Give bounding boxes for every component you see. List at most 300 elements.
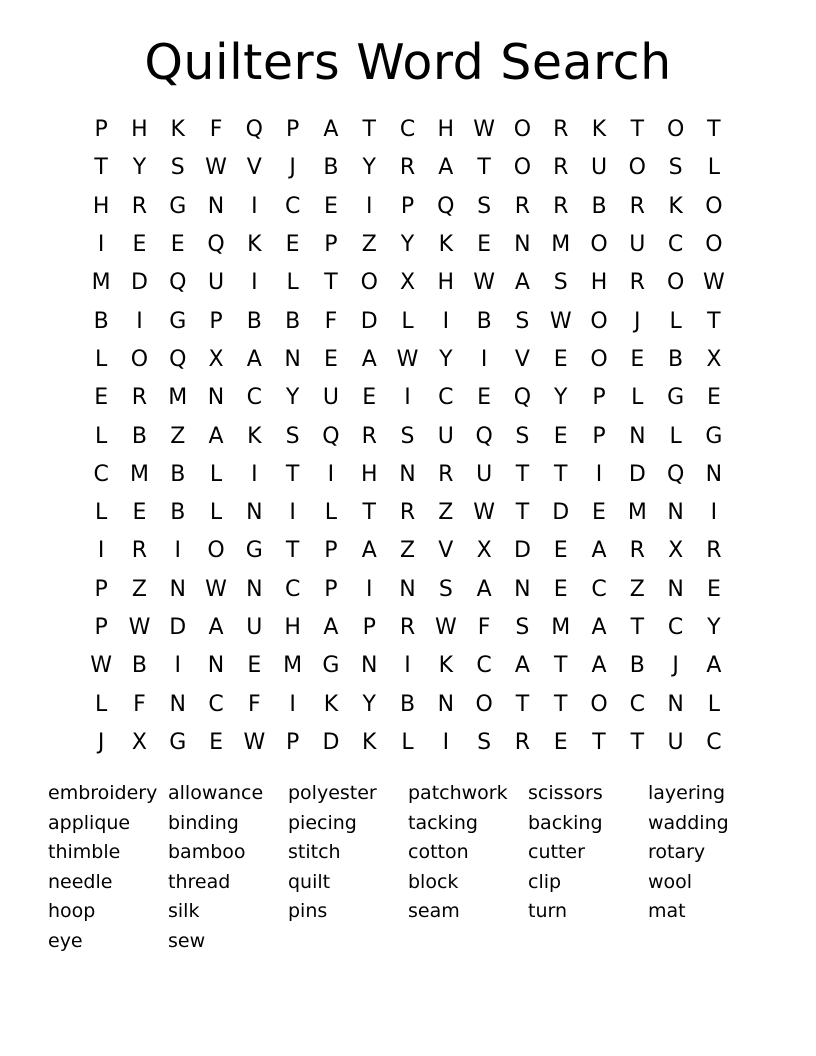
grid-letter: O bbox=[705, 193, 723, 219]
grid-letter: X bbox=[399, 270, 416, 296]
grid-letter: L bbox=[669, 423, 682, 449]
grid-letter: L bbox=[324, 500, 338, 526]
grid-letter: A bbox=[706, 653, 722, 679]
grid-letter: R bbox=[399, 615, 416, 640]
grid-letter: W bbox=[473, 117, 495, 143]
grid-letter: R bbox=[514, 193, 531, 219]
grid-letter: I bbox=[289, 691, 296, 717]
grid-letter: A bbox=[246, 346, 262, 372]
page-title: Quilters Word Search bbox=[144, 34, 672, 91]
grid-letter: E bbox=[706, 576, 721, 602]
grid-letter: W bbox=[473, 500, 495, 526]
grid-letter: E bbox=[247, 653, 262, 679]
grid-letter: R bbox=[629, 193, 645, 219]
grid-letter: A bbox=[208, 423, 224, 449]
grid-letter: Z bbox=[629, 576, 645, 602]
grid-letter: N bbox=[207, 653, 225, 679]
grid-letter: T bbox=[553, 691, 568, 717]
grid-letter: I bbox=[327, 461, 335, 487]
grid-letter: W bbox=[205, 155, 227, 181]
grid-letter: T bbox=[707, 117, 721, 143]
grid-letter: F bbox=[248, 691, 261, 717]
grid-letter: A bbox=[514, 270, 530, 296]
grid-letter: Y bbox=[553, 385, 568, 411]
grid-letter: N bbox=[667, 500, 684, 526]
word-list-item: cutter bbox=[528, 841, 585, 864]
grid-letter: T bbox=[285, 538, 300, 564]
grid-letter: P bbox=[209, 308, 223, 334]
grid-letter: Q bbox=[666, 461, 685, 487]
grid-letter: S bbox=[515, 308, 530, 334]
grid-letter: M bbox=[551, 615, 571, 640]
grid-letter: O bbox=[207, 538, 225, 564]
grid-letter: Y bbox=[439, 346, 453, 372]
grid-letter: M bbox=[627, 500, 647, 526]
grid-letter: H bbox=[437, 270, 455, 296]
grid-letter: A bbox=[438, 155, 454, 181]
word-list-item: hoop bbox=[48, 900, 96, 923]
grid-letter: P bbox=[362, 615, 376, 640]
grid-letter: U bbox=[629, 232, 646, 258]
grid-letter: L bbox=[209, 500, 223, 526]
word-list-item: scissors bbox=[528, 782, 603, 804]
grid-letter: N bbox=[169, 691, 186, 717]
grid-letter: T bbox=[324, 270, 338, 296]
grid-letter: M bbox=[91, 270, 111, 296]
grid-letter: T bbox=[515, 461, 530, 487]
grid-letter: M bbox=[168, 385, 188, 411]
grid-letter: B bbox=[591, 193, 607, 219]
grid-letter: X bbox=[706, 346, 722, 372]
grid-letter: E bbox=[323, 193, 338, 219]
grid-letter: O bbox=[513, 117, 532, 143]
grid-letter: I bbox=[174, 653, 181, 679]
grid-letter: J bbox=[289, 155, 296, 181]
grid-letter: G bbox=[169, 308, 187, 334]
word-list-item: needle bbox=[48, 870, 113, 893]
grid-letter: E bbox=[553, 729, 568, 755]
word-list-item: wadding bbox=[648, 811, 729, 834]
grid-letter: E bbox=[477, 385, 492, 411]
grid-letter: B bbox=[170, 500, 186, 526]
grid-letter: H bbox=[590, 270, 608, 296]
word-list-item: backing bbox=[528, 811, 603, 834]
grid-letter: P bbox=[324, 538, 338, 564]
grid-letter: M bbox=[551, 232, 571, 258]
grid-letter: K bbox=[170, 117, 185, 143]
grid-letter: L bbox=[669, 308, 682, 334]
grid-letter: E bbox=[477, 232, 492, 258]
grid-letter: B bbox=[476, 308, 492, 334]
grid-letter: W bbox=[205, 576, 227, 602]
grid-letter: P bbox=[400, 193, 415, 219]
grid-letter: R bbox=[629, 270, 645, 296]
grid-letter: R bbox=[131, 193, 148, 219]
grid-letter: L bbox=[286, 270, 299, 296]
grid-letter: C bbox=[246, 385, 263, 411]
grid-letter: I bbox=[710, 500, 718, 526]
grid-letter: O bbox=[705, 232, 723, 258]
grid-letter: O bbox=[360, 270, 378, 296]
grid-letter: J bbox=[672, 653, 679, 679]
letter-grid bbox=[82, 111, 733, 762]
grid-letter: L bbox=[95, 691, 108, 717]
grid-letter: S bbox=[668, 155, 683, 181]
grid-letter: N bbox=[169, 576, 186, 602]
word-list-item: piecing bbox=[288, 811, 357, 834]
grid-letter: U bbox=[476, 461, 493, 487]
word-list-item: bamboo bbox=[168, 841, 246, 864]
grid-letter: T bbox=[515, 500, 530, 526]
grid-letter: E bbox=[132, 232, 147, 258]
word-list-item: thimble bbox=[48, 841, 121, 864]
word-list-item: pins bbox=[288, 900, 328, 923]
grid-letter: I bbox=[97, 232, 105, 258]
grid-letter: Y bbox=[707, 615, 721, 640]
grid-letter: N bbox=[667, 576, 684, 602]
grid-letter: C bbox=[93, 461, 109, 487]
grid-letter: K bbox=[668, 193, 683, 219]
word-list-item: polyester bbox=[288, 782, 377, 804]
grid-letter: D bbox=[513, 538, 531, 564]
grid-letter: T bbox=[592, 729, 606, 755]
grid-letter: E bbox=[553, 576, 568, 602]
grid-letter: T bbox=[362, 117, 376, 143]
grid-letter: N bbox=[399, 576, 416, 602]
grid-letter: I bbox=[174, 538, 181, 564]
grid-letter: I bbox=[136, 308, 143, 334]
grid-letter: L bbox=[707, 691, 721, 717]
word-list-item: rotary bbox=[648, 841, 706, 864]
grid-letter: O bbox=[590, 691, 608, 717]
word-list-item: block bbox=[408, 870, 459, 893]
grid-letter: R bbox=[553, 117, 569, 143]
grid-letter: H bbox=[131, 117, 148, 143]
word-list-item: mat bbox=[648, 900, 686, 923]
grid-letter: E bbox=[209, 729, 223, 755]
grid-letter: H bbox=[437, 117, 455, 143]
word-list-item: binding bbox=[168, 811, 239, 834]
grid-letter: E bbox=[630, 346, 645, 372]
grid-letter: Z bbox=[170, 423, 186, 449]
grid-letter: E bbox=[553, 538, 568, 564]
grid-letter: F bbox=[133, 691, 146, 717]
grid-letter: W bbox=[549, 308, 572, 334]
grid-letter: R bbox=[361, 423, 377, 449]
grid-letter: E bbox=[170, 232, 185, 258]
grid-letter: M bbox=[129, 461, 149, 487]
grid-letter: L bbox=[631, 385, 644, 411]
grid-letter: T bbox=[477, 155, 491, 181]
grid-letter: I bbox=[251, 193, 258, 219]
grid-letter: E bbox=[132, 500, 147, 526]
grid-letter: D bbox=[628, 461, 646, 487]
word-list-item: allowance bbox=[168, 782, 264, 804]
grid-letter: F bbox=[209, 117, 223, 143]
grid-letter: G bbox=[667, 385, 685, 411]
word-list-item: wool bbox=[648, 870, 693, 893]
grid-letter: U bbox=[437, 423, 454, 449]
grid-letter: O bbox=[666, 117, 685, 143]
grid-letter: C bbox=[476, 653, 492, 679]
grid-letter: H bbox=[92, 193, 110, 219]
word-list-item: clip bbox=[528, 870, 562, 893]
grid-letter: T bbox=[630, 117, 645, 143]
grid-letter: R bbox=[629, 538, 645, 564]
grid-letter: T bbox=[630, 729, 645, 755]
grid-letter: T bbox=[362, 500, 376, 526]
grid-letter: N bbox=[667, 691, 684, 717]
grid-letter: K bbox=[247, 423, 262, 449]
grid-letter: Q bbox=[475, 423, 493, 449]
grid-letter: R bbox=[131, 538, 148, 564]
grid-letter: S bbox=[170, 155, 185, 181]
grid-letter: H bbox=[360, 461, 378, 487]
grid-letter: O bbox=[475, 691, 493, 717]
word-list-item: sew bbox=[168, 929, 206, 952]
grid-letter: O bbox=[513, 155, 532, 181]
word-list-item: stitch bbox=[288, 841, 341, 864]
grid-letter: Y bbox=[362, 155, 376, 181]
grid-letter: A bbox=[591, 615, 607, 640]
word-list-item: patchwork bbox=[408, 782, 508, 804]
grid-letter: S bbox=[438, 576, 453, 602]
grid-letter: I bbox=[404, 653, 411, 679]
grid-letter: Q bbox=[322, 423, 340, 449]
grid-letter: S bbox=[553, 270, 568, 296]
grid-letter: G bbox=[169, 193, 187, 219]
grid-letter: K bbox=[362, 729, 377, 755]
grid-letter: C bbox=[208, 691, 224, 717]
grid-letter: I bbox=[289, 500, 296, 526]
grid-letter: C bbox=[629, 691, 645, 717]
word-list-item: cotton bbox=[408, 841, 469, 864]
grid-letter: N bbox=[360, 653, 378, 679]
grid-letter: P bbox=[324, 576, 338, 602]
grid-letter: C bbox=[438, 385, 454, 411]
grid-letter: G bbox=[705, 423, 723, 449]
grid-letter: A bbox=[476, 576, 492, 602]
grid-letter: I bbox=[442, 729, 450, 755]
grid-letter: E bbox=[362, 385, 377, 411]
grid-letter: R bbox=[553, 155, 569, 181]
word-list-item: applique bbox=[48, 811, 131, 834]
word-list-item: tacking bbox=[408, 811, 478, 834]
grid-letter: G bbox=[322, 653, 340, 679]
grid-letter: L bbox=[95, 423, 108, 449]
grid-letter: S bbox=[477, 193, 492, 219]
grid-letter: S bbox=[477, 729, 492, 755]
grid-letter: A bbox=[323, 117, 339, 143]
grid-letter: O bbox=[590, 346, 608, 372]
grid-letter: B bbox=[246, 308, 262, 334]
grid-letter: G bbox=[169, 729, 187, 755]
grid-letter: A bbox=[323, 615, 339, 640]
grid-letter: T bbox=[285, 461, 300, 487]
grid-letter: Z bbox=[361, 232, 377, 258]
grid-letter: P bbox=[592, 423, 606, 449]
word-list-item: quilt bbox=[288, 870, 331, 893]
grid-letter: S bbox=[285, 423, 300, 449]
grid-letter: W bbox=[128, 615, 151, 640]
grid-letter: J bbox=[634, 308, 641, 334]
grid-letter: C bbox=[399, 117, 416, 143]
grid-letter: W bbox=[243, 729, 266, 755]
grid-letter: I bbox=[442, 308, 450, 334]
grid-letter: W bbox=[473, 270, 495, 296]
grid-letter: I bbox=[404, 385, 411, 411]
word-list-item: layering bbox=[648, 782, 726, 804]
grid-letter: B bbox=[323, 155, 339, 181]
grid-letter: L bbox=[95, 500, 108, 526]
grid-letter: B bbox=[93, 308, 109, 334]
grid-letter: C bbox=[284, 576, 301, 602]
grid-letter: B bbox=[629, 653, 645, 679]
grid-letter: X bbox=[668, 538, 684, 564]
grid-letter: T bbox=[553, 653, 568, 679]
grid-letter: T bbox=[707, 308, 721, 334]
grid-letter: P bbox=[94, 117, 108, 143]
grid-letter: Y bbox=[285, 385, 300, 411]
grid-letter: T bbox=[94, 155, 108, 181]
grid-letter: P bbox=[285, 117, 300, 143]
grid-letter: U bbox=[207, 270, 225, 296]
grid-letter: A bbox=[361, 538, 377, 564]
grid-letter: B bbox=[668, 346, 684, 372]
grid-letter: E bbox=[94, 385, 109, 411]
grid-letter: V bbox=[438, 538, 454, 564]
grid-letter: O bbox=[666, 270, 685, 296]
grid-letter: Z bbox=[438, 500, 454, 526]
grid-letter: L bbox=[401, 729, 414, 755]
grid-letter: Q bbox=[245, 117, 263, 143]
grid-letter: A bbox=[591, 653, 607, 679]
grid-letter: P bbox=[285, 729, 300, 755]
grid-letter: N bbox=[514, 576, 531, 602]
grid-letter: W bbox=[434, 615, 457, 640]
grid-letter: A bbox=[514, 653, 530, 679]
grid-letter: A bbox=[208, 615, 224, 640]
grid-letter: L bbox=[401, 308, 414, 334]
grid-letter: J bbox=[97, 729, 105, 755]
grid-letter: N bbox=[284, 346, 301, 372]
grid-letter: N bbox=[246, 576, 263, 602]
grid-letter: S bbox=[515, 423, 530, 449]
grid-letter: B bbox=[399, 691, 416, 717]
grid-letter: U bbox=[667, 729, 684, 755]
grid-letter: K bbox=[591, 117, 607, 143]
grid-letter: Q bbox=[207, 232, 225, 258]
grid-letter: D bbox=[169, 615, 187, 640]
grid-letter: L bbox=[707, 155, 721, 181]
grid-letter: E bbox=[592, 500, 606, 526]
grid-letter: K bbox=[247, 232, 262, 258]
grid-letter: D bbox=[322, 729, 340, 755]
grid-letter: D bbox=[360, 308, 378, 334]
grid-letter: W bbox=[396, 346, 419, 372]
grid-letter: K bbox=[438, 232, 454, 258]
grid-letter: R bbox=[514, 729, 531, 755]
grid-letter: U bbox=[590, 155, 608, 181]
grid-letter: W bbox=[703, 270, 725, 296]
grid-letter: D bbox=[130, 270, 148, 296]
grid-letter: P bbox=[94, 615, 108, 640]
grid-letter: Z bbox=[399, 538, 416, 564]
word-list-item: silk bbox=[168, 900, 200, 923]
grid-letter: C bbox=[667, 615, 684, 640]
grid-letter: B bbox=[285, 308, 301, 334]
word-list-item: eye bbox=[48, 929, 83, 952]
grid-letter: N bbox=[207, 385, 225, 411]
grid-letter: U bbox=[246, 615, 263, 640]
grid-letter: P bbox=[94, 576, 108, 602]
grid-letter: E bbox=[706, 385, 721, 411]
grid-letter: K bbox=[438, 653, 454, 679]
grid-letter: I bbox=[595, 461, 603, 487]
grid-letter: Y bbox=[362, 691, 376, 717]
grid-letter: K bbox=[323, 691, 339, 717]
grid-letter: Q bbox=[513, 385, 532, 411]
grid-letter: V bbox=[514, 346, 530, 372]
grid-letter: F bbox=[324, 308, 338, 334]
grid-letter: E bbox=[285, 232, 300, 258]
grid-letter: R bbox=[438, 461, 454, 487]
grid-letter: N bbox=[514, 232, 531, 258]
grid-letter: L bbox=[95, 346, 108, 372]
grid-letter: N bbox=[437, 691, 455, 717]
grid-letter: C bbox=[591, 576, 607, 602]
grid-letter: R bbox=[706, 538, 722, 564]
grid-letter: O bbox=[590, 308, 608, 334]
grid-letter: E bbox=[553, 346, 568, 372]
grid-letter: X bbox=[476, 538, 492, 564]
grid-letter: P bbox=[324, 232, 338, 258]
grid-letter: T bbox=[630, 615, 645, 640]
grid-letter: O bbox=[130, 346, 149, 372]
grid-letter: I bbox=[251, 461, 258, 487]
grid-letter: H bbox=[284, 615, 301, 640]
grid-letter: I bbox=[480, 346, 488, 372]
grid-letter: B bbox=[131, 423, 147, 449]
grid-letter: Y bbox=[132, 155, 147, 181]
grid-letter: S bbox=[515, 615, 530, 640]
grid-letter: Q bbox=[169, 346, 187, 372]
grid-letter: I bbox=[97, 538, 105, 564]
grid-letter: V bbox=[246, 155, 262, 181]
grid-letter: B bbox=[131, 653, 147, 679]
grid-letter: Q bbox=[169, 270, 187, 296]
grid-letter: A bbox=[591, 538, 607, 564]
grid-letter: A bbox=[361, 346, 377, 372]
word-list bbox=[48, 779, 768, 957]
grid-letter: E bbox=[323, 346, 338, 372]
word-list-item: embroidery bbox=[48, 782, 158, 804]
grid-letter: C bbox=[706, 729, 722, 755]
grid-letter: S bbox=[400, 423, 415, 449]
grid-letter: X bbox=[208, 346, 224, 372]
grid-letter: Y bbox=[400, 232, 415, 258]
grid-letter: G bbox=[245, 538, 263, 564]
grid-letter: N bbox=[629, 423, 646, 449]
grid-letter: N bbox=[246, 500, 263, 526]
grid-letter: N bbox=[207, 193, 225, 219]
grid-letter: I bbox=[365, 576, 373, 602]
grid-letter: W bbox=[90, 653, 113, 679]
grid-letter: C bbox=[667, 232, 684, 258]
grid-letter: R bbox=[553, 193, 569, 219]
grid-letter: T bbox=[515, 691, 530, 717]
grid-letter: Q bbox=[437, 193, 455, 219]
